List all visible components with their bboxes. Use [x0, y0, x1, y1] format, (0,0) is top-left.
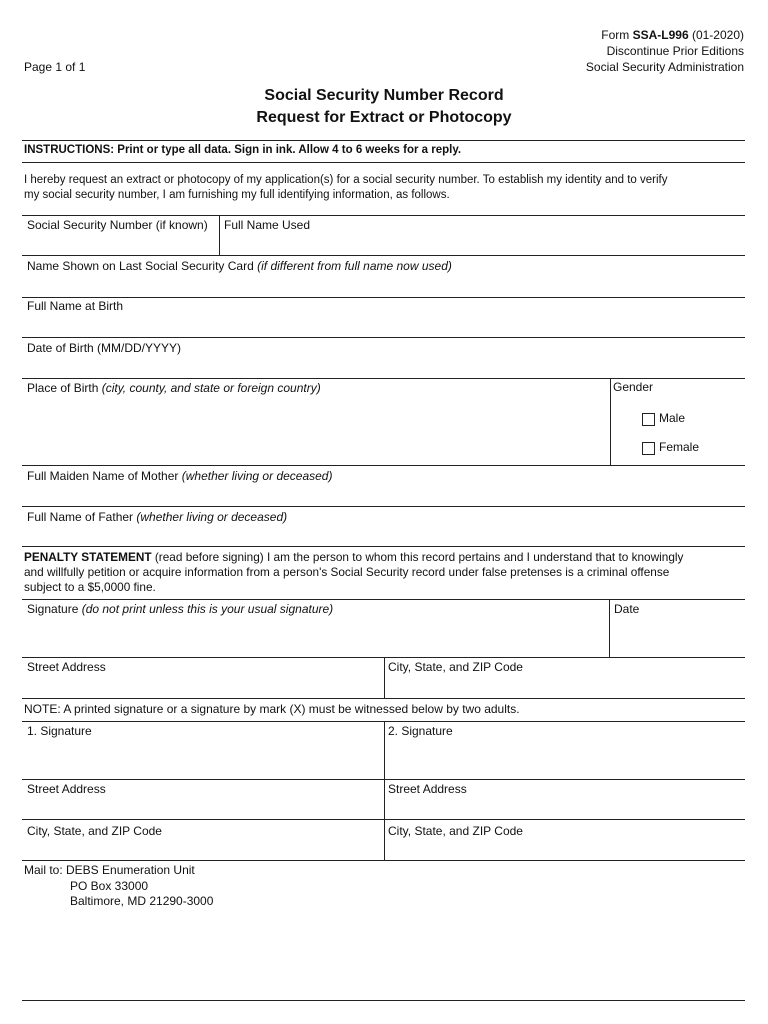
male-label: Male	[659, 411, 686, 425]
divider	[22, 162, 745, 163]
divider	[22, 546, 745, 547]
divider	[22, 779, 745, 780]
last-card-name-text: Name Shown on Last Social Security Card	[27, 259, 258, 273]
street-address-label: Street Address	[27, 660, 106, 674]
last-card-name-label	[27, 259, 452, 274]
ssn-field[interactable]	[22, 233, 218, 254]
divider	[22, 860, 745, 861]
instructions: INSTRUCTIONS: Print or type all data. Sign in ink. Allow 4 to 6 weeks for a reply.	[24, 144, 462, 156]
signature-field[interactable]	[22, 618, 607, 656]
male-checkbox[interactable]	[642, 413, 655, 426]
penalty-statement-line3: subject to a $5,0000 fine.	[24, 580, 156, 594]
mother-name-note: (whether living or deceased)	[181, 469, 333, 483]
father-name-field[interactable]	[22, 525, 744, 546]
city-state-zip-label: City, State, and ZIP Code	[388, 660, 523, 674]
witness2-signature-label: 2. Signature	[388, 724, 453, 738]
witness2-signature-field[interactable]	[386, 740, 744, 778]
last-card-name-field[interactable]	[22, 274, 744, 296]
street-address-field[interactable]	[22, 676, 382, 697]
divider	[22, 506, 745, 507]
divider	[22, 378, 745, 379]
father-name-note: (whether living or deceased)	[136, 510, 288, 524]
form-prefix: Form	[601, 28, 633, 42]
penalty-text: (read before signing) I am the person to whom this record pertains and I understand that to knowingly	[151, 550, 684, 564]
city-state-zip-field[interactable]	[386, 676, 744, 697]
female-checkbox[interactable]	[642, 442, 655, 455]
form-date: (01-2020)	[688, 28, 744, 42]
penalty-heading: PENALTY STATEMENT	[24, 550, 152, 564]
penalty-statement-line2: and willfully petition or acquire information from a person's Social Security record under false pretenses is a criminal offense	[24, 565, 670, 579]
name-at-birth-label: Full Name at Birth	[27, 299, 124, 313]
mother-name-label	[27, 469, 332, 484]
signature-label	[27, 602, 333, 617]
signature-note: (do not print unless this is your usual signature)	[81, 602, 334, 616]
place-of-birth-text: Place of Birth	[27, 381, 102, 395]
witness1-street-field[interactable]	[22, 798, 382, 818]
female-label: Female	[659, 440, 700, 454]
request-text-line2: my social security number, I am furnishing my full identifying information, as follows.	[24, 189, 450, 201]
divider	[22, 698, 745, 699]
date-label: Date	[614, 602, 640, 616]
witness2-street-field[interactable]	[386, 798, 744, 818]
divider	[610, 378, 611, 465]
witness-note: NOTE: A printed signature or a signature by mark (X) must be witnessed below by two adults.	[24, 702, 520, 716]
agency-name: Social Security Administration	[585, 60, 744, 74]
full-name-used-label: Full Name Used	[224, 218, 311, 232]
divider	[384, 657, 385, 698]
witness1-city-label: City, State, and ZIP Code	[27, 824, 162, 838]
gender-label: Gender	[613, 380, 654, 394]
divider	[22, 599, 745, 600]
mail-to-po-box: PO Box 33000	[70, 879, 149, 893]
father-name-label	[27, 510, 287, 525]
last-card-name-note: (if different from full name now used)	[257, 259, 452, 273]
divider	[22, 297, 745, 298]
witness2-city-label: City, State, and ZIP Code	[388, 824, 523, 838]
mother-name-field[interactable]	[22, 484, 744, 505]
penalty-statement-line1	[24, 550, 683, 565]
divider	[22, 465, 745, 466]
divider	[22, 255, 745, 256]
witness1-city-field[interactable]	[22, 840, 382, 859]
page-number: Page 1 of 1	[24, 60, 86, 74]
divider	[219, 215, 220, 255]
page-title: Social Security Number Record	[264, 87, 504, 104]
place-of-birth-field[interactable]	[22, 397, 608, 463]
witness2-city-field[interactable]	[386, 840, 744, 859]
divider	[22, 337, 745, 338]
ssn-label: Social Security Number (if known)	[27, 218, 208, 232]
mail-to-city: Baltimore, MD 21290-3000	[70, 894, 214, 908]
divider	[384, 721, 385, 860]
place-of-birth-label	[27, 381, 321, 396]
divider	[22, 819, 745, 820]
name-at-birth-field[interactable]	[22, 314, 744, 336]
dob-field[interactable]	[22, 356, 744, 377]
footer-divider	[22, 1000, 745, 1001]
witness1-signature-label: 1. Signature	[27, 724, 92, 738]
witness1-signature-field[interactable]	[22, 740, 382, 778]
editions-note: Discontinue Prior Editions	[606, 44, 744, 58]
divider	[22, 140, 745, 141]
page-subtitle: Request for Extract or Photocopy	[256, 109, 512, 126]
signature-text: Signature	[27, 602, 82, 616]
place-of-birth-note: (city, county, and state or foreign country)	[101, 381, 321, 395]
witness2-street-label: Street Address	[388, 782, 467, 796]
mail-to-label: Mail to: DEBS Enumeration Unit	[24, 863, 195, 877]
dob-label: Date of Birth (MM/DD/YYYY)	[27, 341, 182, 355]
divider	[22, 215, 745, 216]
form-code: SSA-L996	[632, 28, 689, 42]
form-number	[601, 28, 744, 43]
date-field[interactable]	[611, 618, 744, 656]
witness1-street-label: Street Address	[27, 782, 106, 796]
full-name-used-field[interactable]	[221, 233, 744, 254]
request-text-line1: I hereby request an extract or photocopy of my application(s) for a social security number. To establish my identity and to verify	[24, 174, 668, 186]
father-name-text: Full Name of Father	[27, 510, 137, 524]
mother-name-text: Full Maiden Name of Mother	[27, 469, 182, 483]
divider	[609, 599, 610, 657]
